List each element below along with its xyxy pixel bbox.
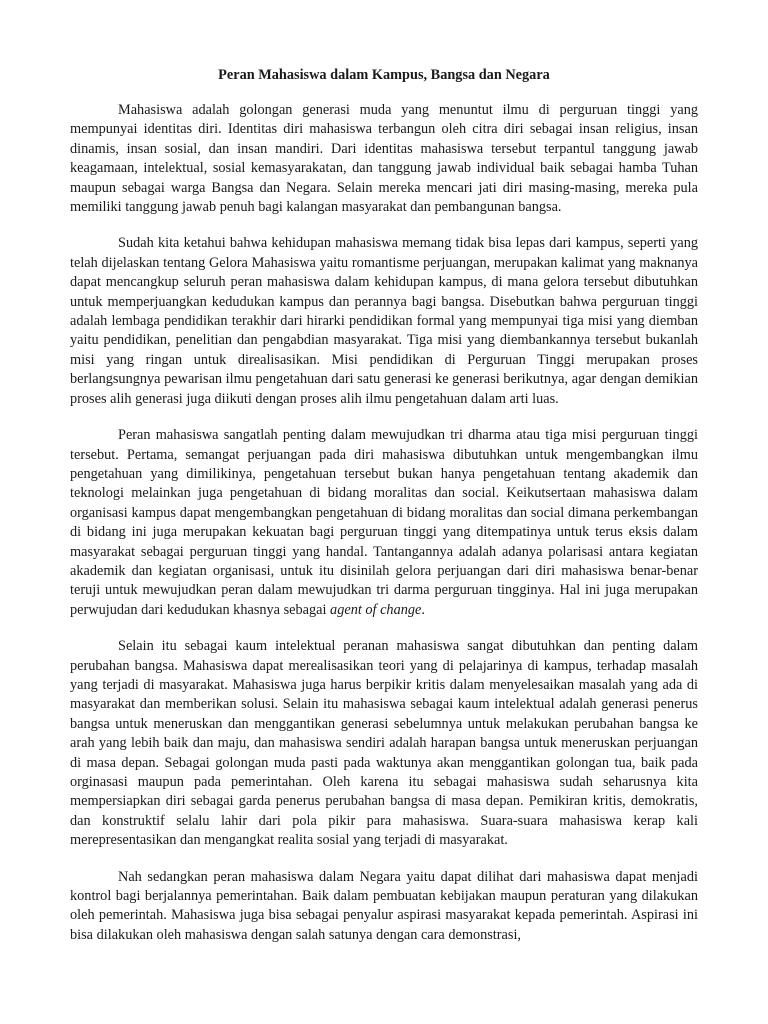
paragraph-3-end: .	[421, 601, 425, 618]
document-body	[70, 101, 698, 962]
paragraph-4: Selain itu sebagai kaum intelektual peranan mahasiswa sangat dibutuhkan dan penting dalam perubahan bangsa. Mahasiswa dapat merealisasikan teori yang di pelajarinya di kampus, terhadap masalah yang terjadi di masyarakat. Mahasiswa juga harus berpikir kritis dalam menyelesaikan masalah yang ada di masyarakat dan memberikan solusi. Selain itu mahasiswa sebagai kaum intelektual adalah generasi penerus bangsa untuk meneruskan dan menggantikan generasi sebelumnya untuk melakukan perubahan bangsa ke arah yang lebih baik dan maju, dan mahasiswa sendiri adalah harapan bangsa untuk meneruskan perjuangan di masa depan. Sebagai golongan muda pasti pada waktunya akan menggantikan golongan tua, baik pada orginasasi maupun pada pemerintahan. Oleh karena itu sebagai mahasiswa sudah seharusnya kita mempersiapkan diri sebagai garda penerus perubahan bangsa di masa depan. Pemikiran kritis, demokratis, dan konstruktif selalu lahir dari pola pikir para mahasiswa. Suara-suara mahasiswa kerap kali merepresentasikan dan mengangkat realita sosial yang terjadi di masyarakat.	[70, 638, 698, 849]
paragraph-5: Nah sedangkan peran mahasiswa dalam Negara yaitu dapat dilihat dari mahasiswa dapat menjadi kontrol bagi berjalannya pemerintahan. Baik dalam pembuatan kebijakan maupun peraturan yang dilakukan oleh pemerintah. Mahasiswa juga bisa sebagai penyalur aspirasi masyarakat kepada pemerintah. Aspirasi ini bisa dilakukan oleh mahasiswa dengan salah satunya dengan cara demonstrasi,	[70, 868, 698, 943]
paragraph-2: Sudah kita ketahui bahwa kehidupan mahasiswa memang tidak bisa lepas dari kampus, seperti yang telah dijelaskan tentang Gelora Mahasiswa yaitu romantisme perjuangan, merupakan kalimat yang maknanya dapat mencangkup seluruh peran mahasiswa dalam kehidupan kampus, di mana gelora tersebut dibutuhkan untuk memperjuangkan kedudukan kampus dan perannya bagi bangsa. Disebutkan bahwa perguruan tinggi adalah lembaga pendidikan terakhir dari hirarki pendidikan formal yang mempunyai tiga misi yang diemban yaitu pendidikan, penelitian dan pengabdian masyarakat. Tiga misi yang diembankannya tersebut bukanlah misi yang ringan untuk direalisasikan. Misi pendidikan di Perguruan Tinggi merupakan proses berlangsungnya pewarisan ilmu pengetahuan dari satu generasi ke generasi berikutnya, agar dengan demikian proses alih generasi juga diikuti dengan proses alih ilmu pengetahuan dalam arti luas.	[70, 235, 698, 407]
paragraph-1: Mahasiswa adalah golongan generasi muda yang menuntut ilmu di perguruan tinggi yang mempunyai identitas diri. Identitas diri mahasiswa terbangun oleh citra diri sebagai insan religius, insan dinamis, insan sosial, dan insan mandiri. Dari identitas mahasiswa tersebut terpantul tanggung jawab keagamaan, intelektual, sosial kemasyarakatan, dan tanggung jawab individual baik sebagai hamba Tuhan maupun sebagai warga Bangsa dan Negara. Selain mereka mencari jati diri masing-masing, mereka pula memiliki tanggung jawab penuh bagi kalangan masyarakat dan pembangunan bangsa.	[70, 102, 698, 216]
document-title: Peran Mahasiswa dalam Kampus, Bangsa dan Negara	[218, 67, 550, 83]
agent-of-change-phrase: agent of change	[330, 601, 422, 618]
paragraph-3	[70, 426, 698, 620]
paragraph-3-text: Peran mahasiswa sangatlah penting dalam mewujudkan tri dharma atau tiga misi perguruan tinggi tersebut. Pertama, semangat perjuangan pada diri mahasiswa dibutuhkan untuk mengembangkan ilmu pengetahuan yang dimilikinya, pengetahuan tersebut bukan hanya pengetahuan tentang akademik dan teknologi melainkan juga pengetahuan di bidang moralitas dan social. Keikutsertaan mahasiswa dalam organisasi kampus dapat mengembangkan pengetahuan di bidang moralitas dan social dimana perkembangan di bidang ini juga merupakan kekuatan bagi perguruan tinggi yang ditempatinya untuk terus eksis dalam masyarakat sebagai perguruan tinggi yang handal. Tantangannya adalah adanya polarisasi antara kegiatan akademik dan kegiatan organisasi, untuk itu disinilah gelora perjuangan dari diri mahasiswa benar-benar teruji untuk mewujudkan peran dalam mewujudkan tri darma perguruan tingginya. Hal ini juga merupakan perwujudan dari kedudukan khasnya sebagai	[70, 427, 698, 618]
